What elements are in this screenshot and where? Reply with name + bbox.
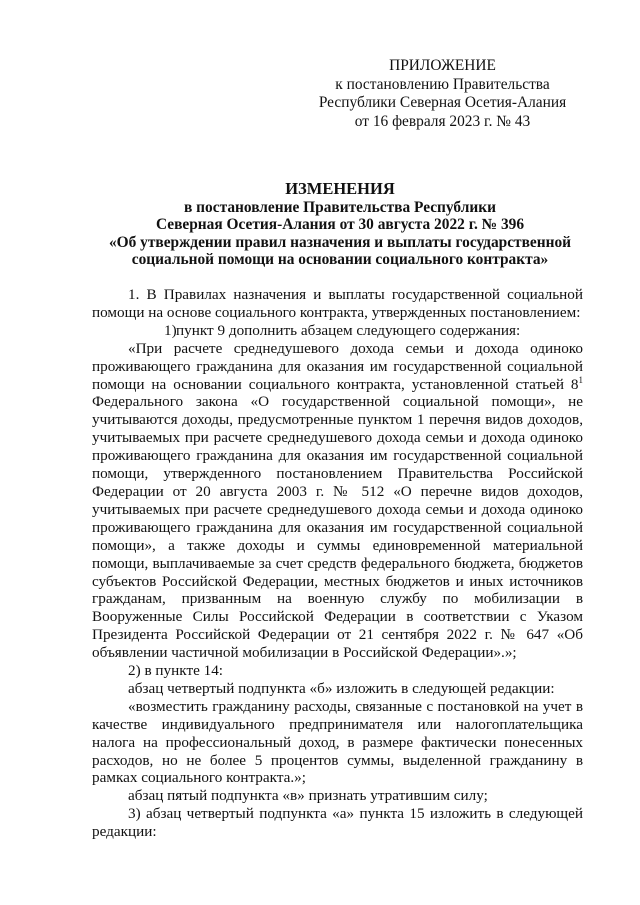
appendix-line-2: Республики Северная Осетия-Алания	[318, 94, 567, 111]
paragraph-3-part-1: «При расчете среднедушевого дохода семьи и дохода одиноко проживающего гражданина для оказания им государственной социальной помощи на основании социального контракта, установленной статьей 8	[92, 339, 583, 393]
paragraph-6: «возместить гражданину расходы, связанные с постановкой на учет в качестве индивидуального предпринимателя или налогоплательщика налога на профессиональный доход, в размере фактически понесенных расходов, но не более 5 процентов суммы, выделенной гражданину в рамках социального контракта.»;	[92, 697, 583, 787]
superscript-1: 1	[578, 374, 583, 385]
document-heading	[70, 180, 610, 269]
paragraph-2	[92, 322, 583, 340]
paragraph-3	[92, 340, 583, 662]
paragraph-8: 3) абзац четвертый подпункта «а» пункта 15 изложить в следующей редакции:	[92, 805, 583, 841]
item-number-1: 1)	[164, 321, 177, 339]
heading-line-2: Северная Осетия-Алания от 30 августа 2022 г. № 396	[155, 216, 525, 233]
paragraph-1: 1. В Правилах назначения и выплаты государственной социальной помощи на основе социального контракта, утвержденных постановлением:	[92, 286, 583, 321]
document-body	[92, 286, 583, 841]
item-1-text: пункт 9 дополнить абзацем следующего содержания:	[176, 321, 521, 339]
heading-line-4: социальной помощи на основании социального контракта»	[131, 251, 549, 268]
paragraph-3-part-2: Федерального закона «О государственной социальной помощи», не учитываются доходы, предусмотренные пунктом 1 перечня видов доходов, учитываемых при расчете среднедушевого дохода семьи и дохода одиноко проживающего гражданина для оказания им государственной социальной помощи, утвержденного постановлением Правительства Российской Федерации от 20 августа 2003 г. № 512 «О перечне видов доходов, учитываемых при расчете среднедушевого дохода семьи и дохода одиноко проживающего гражданина для оказания им государственной социальной помощи», а также доходы и суммы единовременной материальной помощи, выплачиваемые за счет средств федерального бюджета, бюджетов субъектов Российской Федерации, местных бюджетов и иных источников гражданам, призванным на военную службу по мобилизации в Вооруженные Силы Российской Федерации в соответствии с Указом Президента Российской Федерации от 21 сентября 2022 г. № 647 «Об объявлении частичной мобилизации в Российской Федерации».»;	[92, 393, 583, 662]
appendix-line-1: к постановлению Правительства	[335, 75, 550, 93]
paragraph-4: 2) в пункте 14:	[128, 662, 224, 680]
appendix-line-3: от 16 февраля 2023 г. № 43	[354, 112, 531, 130]
appendix-title: ПРИЛОЖЕНИЕ	[389, 57, 496, 74]
heading-line-1: в постановление Правительства Республики	[184, 198, 496, 216]
heading-line-3: «Об утверждении правил назначения и выплаты государственной	[108, 233, 572, 251]
appendix-block	[300, 57, 585, 131]
heading-title: ИЗМЕНЕНИЯ	[285, 179, 395, 198]
paragraph-7: абзац пятый подпункта «в» признать утратившим силу;	[128, 787, 488, 805]
paragraph-5: абзац четвертый подпункта «б» изложить в следующей редакции:	[128, 679, 555, 697]
